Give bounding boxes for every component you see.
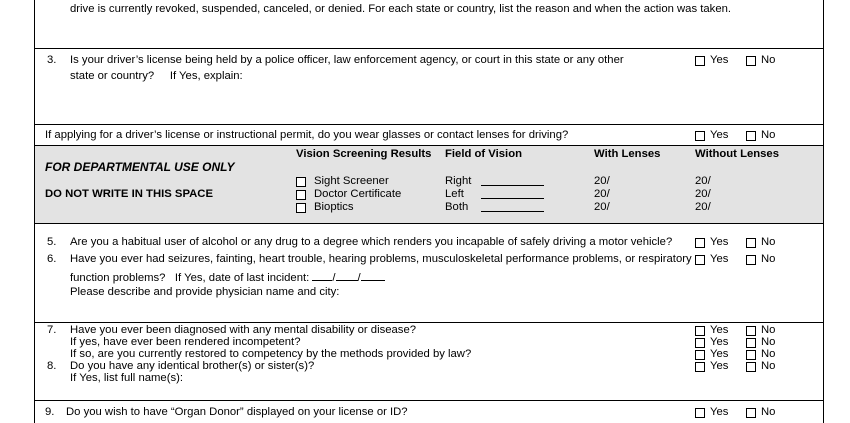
q5-no-checkbox[interactable] <box>746 238 756 248</box>
q8-names-label: If Yes, list full name(s): <box>70 372 184 384</box>
q7c-yes-label: Yes <box>710 348 729 360</box>
q3-no-checkbox[interactable] <box>746 56 756 66</box>
q3-yes-label: Yes <box>710 54 729 66</box>
q8-no-checkbox[interactable] <box>746 362 756 372</box>
q5-yes-checkbox[interactable] <box>695 238 705 248</box>
glasses-yes-label: Yes <box>710 129 729 141</box>
q7a-yes-label: Yes <box>710 324 729 336</box>
q7a-no-checkbox[interactable] <box>746 326 756 336</box>
doctor-certificate-checkbox[interactable] <box>296 190 306 200</box>
without-lenses-both: 20/ <box>695 201 711 213</box>
q6-date-label: function problems? If Yes, date of last incident: / / <box>70 270 385 285</box>
vision-results-header: Vision Screening Results <box>296 148 432 160</box>
glasses-yes-checkbox[interactable] <box>695 131 705 141</box>
without-lenses-left: 20/ <box>695 188 711 200</box>
departmental-heading: FOR DEPARTMENTAL USE ONLY <box>45 160 235 174</box>
divider-line <box>34 322 824 323</box>
bioptics-checkbox[interactable] <box>296 203 306 213</box>
q3-explain-label: state or country? If Yes, explain: <box>70 70 243 82</box>
q7c-yes-checkbox[interactable] <box>695 350 705 360</box>
q8-question: Do you have any identical brother(s) or sister(s)? <box>70 360 315 372</box>
without-lenses-header: Without Lenses <box>695 148 779 160</box>
q9-yes-checkbox[interactable] <box>695 408 705 418</box>
with-lenses-left: 20/ <box>594 188 610 200</box>
right-eye-label: Right <box>445 175 472 187</box>
without-lenses-right: 20/ <box>695 175 711 187</box>
doctor-certificate-label: Doctor Certificate <box>314 188 402 200</box>
q3-question: Is your driver’s license being held by a police officer, law enforcement agency, or court in this state or any other <box>70 54 624 66</box>
divider-line <box>34 48 824 49</box>
q9-no-label: No <box>761 406 776 418</box>
q9-yes-label: Yes <box>710 406 729 418</box>
divider-line <box>34 223 824 224</box>
with-lenses-header: With Lenses <box>594 148 661 160</box>
q7c-no-checkbox[interactable] <box>746 350 756 360</box>
glasses-no-label: No <box>761 129 776 141</box>
q6-question: Have you ever had seizures, fainting, heart trouble, hearing problems, musculoskeletal performance problems, or respiratory <box>70 253 692 265</box>
q9-no-checkbox[interactable] <box>746 408 756 418</box>
q5-question: Are you a habitual user of alcohol or any drug to a degree which renders you incapable of safely driving a motor vehicle? <box>70 236 673 248</box>
right-border <box>823 0 824 423</box>
q5-no-label: No <box>761 236 776 248</box>
both-field-line[interactable] <box>481 201 544 216</box>
q3-no-label: No <box>761 54 776 66</box>
q5-number: 5. <box>47 236 57 248</box>
bioptics-label: Bioptics <box>314 201 354 213</box>
q9-question: Do you wish to have “Organ Donor” displayed on your license or ID? <box>66 406 408 418</box>
q6-describe-label: Please describe and provide physician name and city: <box>70 286 340 298</box>
do-not-write-notice: DO NOT WRITE IN THIS SPACE <box>45 188 213 200</box>
q8-number: 8. <box>47 360 57 372</box>
q6-no-checkbox[interactable] <box>746 255 756 265</box>
q6-no-label: No <box>761 253 776 265</box>
with-lenses-both: 20/ <box>594 201 610 213</box>
with-lenses-right: 20/ <box>594 175 610 187</box>
q7-question-3: If so, are you currently restored to competency by the methods provided by law? <box>70 348 472 360</box>
left-eye-label: Left <box>445 188 464 200</box>
q7-question-1: Have you ever been diagnosed with any mental disability or disease? <box>70 324 417 336</box>
q7-question-2: If yes, have ever been rendered incompetent? <box>70 336 301 348</box>
q6-yes-checkbox[interactable] <box>695 255 705 265</box>
q6-yes-label: Yes <box>710 253 729 265</box>
divider-line <box>34 124 824 125</box>
incident-year-field[interactable] <box>361 270 385 281</box>
q7a-yes-checkbox[interactable] <box>695 326 705 336</box>
glasses-question: If applying for a driver’s license or instructional permit, do you wear glasses or contact lenses for driving? <box>45 129 569 141</box>
q8-yes-checkbox[interactable] <box>695 362 705 372</box>
both-eyes-label: Both <box>445 201 469 213</box>
q7b-no-label: No <box>761 336 776 348</box>
q8-yes-label: Yes <box>710 360 729 372</box>
q8-no-label: No <box>761 360 776 372</box>
sight-screener-label: Sight Screener <box>314 175 389 187</box>
q7a-no-label: No <box>761 324 776 336</box>
q7b-no-checkbox[interactable] <box>746 338 756 348</box>
q5-yes-label: Yes <box>710 236 729 248</box>
q7b-yes-label: Yes <box>710 336 729 348</box>
field-of-vision-header: Field of Vision <box>445 148 522 160</box>
q7c-no-label: No <box>761 348 776 360</box>
glasses-no-checkbox[interactable] <box>746 131 756 141</box>
q7-number: 7. <box>47 324 57 336</box>
incident-day-field[interactable] <box>336 270 358 281</box>
q9-number: 9. <box>45 406 55 418</box>
q7b-yes-checkbox[interactable] <box>695 338 705 348</box>
q2-continuation-text: drive is currently revoked, suspended, canceled, or denied. For each state or country, list the reason and when the action was taken. <box>70 3 732 15</box>
divider-line <box>34 400 824 401</box>
q3-number: 3. <box>47 54 57 66</box>
q6-number: 6. <box>47 253 57 265</box>
q3-yes-checkbox[interactable] <box>695 56 705 66</box>
sight-screener-checkbox[interactable] <box>296 177 306 187</box>
incident-month-field[interactable] <box>312 270 332 281</box>
q6-date-text: function problems? If Yes, date of last incident: <box>70 272 310 284</box>
